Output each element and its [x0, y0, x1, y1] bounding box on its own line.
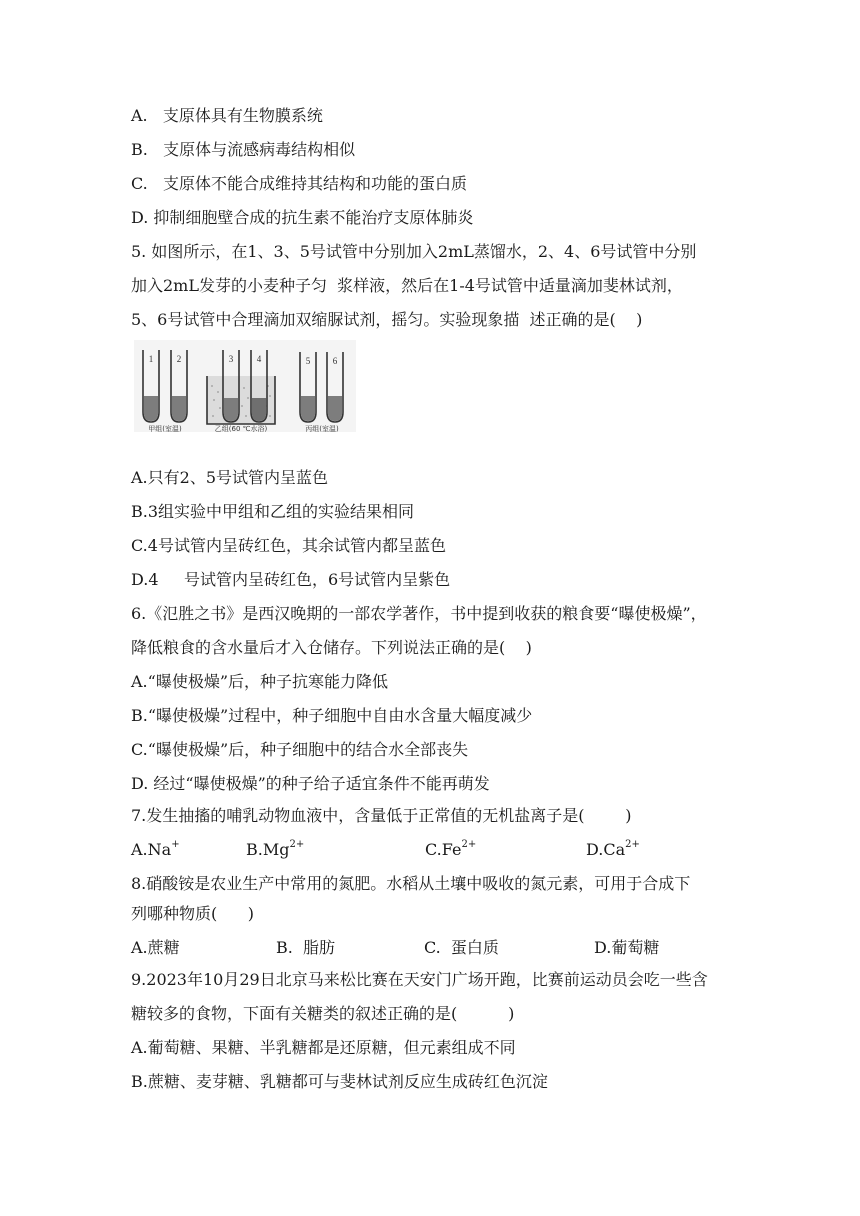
- q6-option-b: B.“曝使极燥”过程中，种子细胞中自由水含量大幅度减少: [131, 706, 533, 725]
- q7-option-a: A.Na+: [131, 838, 180, 859]
- q4-option-c: C. 支原体不能合成维持其结构和功能的蛋白质: [131, 174, 468, 193]
- tube-label-1: 1: [148, 354, 154, 364]
- tube-label-4: 4: [256, 354, 262, 364]
- q9-stem-line-2: 糖较多的食物，下面有关糖类的叙述正确的是( ): [131, 1004, 515, 1023]
- group-label-jia: 甲组(室温): [148, 425, 182, 432]
- q5-option-b: B.3组实验中甲组和乙组的实验结果相同: [131, 502, 415, 521]
- tube-label-6: 6: [332, 356, 338, 366]
- q5-option-d: D.4 号试管内呈砖红色，6号试管内呈紫色: [131, 570, 451, 589]
- group-label-bing: 丙组(室温): [305, 425, 339, 432]
- q7-option-d: $D.Ca^{2+}$: [586, 838, 640, 859]
- test-tube-figure: [134, 340, 356, 432]
- group-label-yi: 乙组(60 ℃水浴): [214, 425, 268, 432]
- q6-option-d: D. 经过“曝使极燥”的种子给子适宜条件不能再萌发: [131, 774, 490, 793]
- q5-option-a: A.只有2、5号试管内呈蓝色: [131, 468, 329, 487]
- q7-option-b: $B.Mg^{2+}$: [246, 838, 305, 859]
- q4-option-a: A. 支原体具有生物膜系统: [131, 106, 323, 125]
- q8-stem-line-1: 8.硝酸铵是农业生产中常用的氮肥。水稻从土壤中吸收的氮元素，可用于合成下: [131, 874, 691, 893]
- q7-option-c: $C.Fe^{2+}$: [425, 838, 477, 859]
- q4-option-d: D. 抑制细胞壁合成的抗生素不能治疗支原体肺炎: [131, 208, 474, 227]
- q6-option-a: A.“曝使极燥”后，种子抗寒能力降低: [131, 672, 389, 691]
- q5-option-c: C.4号试管内呈砖红色，其余试管内都呈蓝色: [131, 536, 446, 555]
- q8-option-a: A.蔗糖: [131, 938, 180, 957]
- q9-option-b: B.蔗糖、麦芽糖、乳糖都可与斐林试剂反应生成砖红色沉淀: [131, 1072, 548, 1091]
- tube-label-3: 3: [228, 354, 234, 364]
- q4-option-b: B. 支原体与流感病毒结构相似: [131, 140, 356, 159]
- tube-label-2: 2: [176, 354, 182, 364]
- q7-stem: 7.发生抽搐的哺乳动物血液中，含量低于正常值的无机盐离子是( ): [131, 806, 632, 825]
- q5-stem-line-2: 加入2mL发芽的小麦种子匀 浆样液，然后在1-4号试管中适量滴加斐林试剂，: [131, 276, 683, 295]
- q6-option-c: C.“曝使极燥”后，种子细胞中的结合水全部丧失: [131, 740, 469, 759]
- q8-stem-line-2: 列哪种物质( ): [131, 904, 255, 923]
- q8-option-c: C. 蛋白质: [424, 938, 499, 957]
- q8-option-b: B. 脂肪: [276, 938, 336, 957]
- q6-stem-line-1: 6.《氾胜之书》是西汉晚期的一部农学著作，书中提到收获的粮食要“曝使极燥”，: [131, 604, 707, 623]
- q5-stem-line-3: 5、6号试管中合理滴加双缩脲试剂，摇匀。实验现象描 述正确的是( ): [131, 310, 643, 329]
- q9-stem-line-1: 9.2023年10月29日北京马来松比赛在天安门广场开跑，比赛前运动员会吃一些含: [131, 970, 708, 989]
- q9-option-a: A.葡萄糖、果糖、半乳糖都是还原糖，但元素组成不同: [131, 1038, 516, 1057]
- q8-option-d: D.葡萄糖: [594, 938, 660, 957]
- tube-label-5: 5: [305, 356, 311, 366]
- q6-stem-line-2: 降低粮食的含水量后才入仓储存。下列说法正确的是( ): [131, 638, 532, 657]
- q5-stem-line-1: 5. 如图所示，在1、3、5号试管中分别加入2mL蒸馏水，2、4、6号试管中分别: [131, 242, 697, 261]
